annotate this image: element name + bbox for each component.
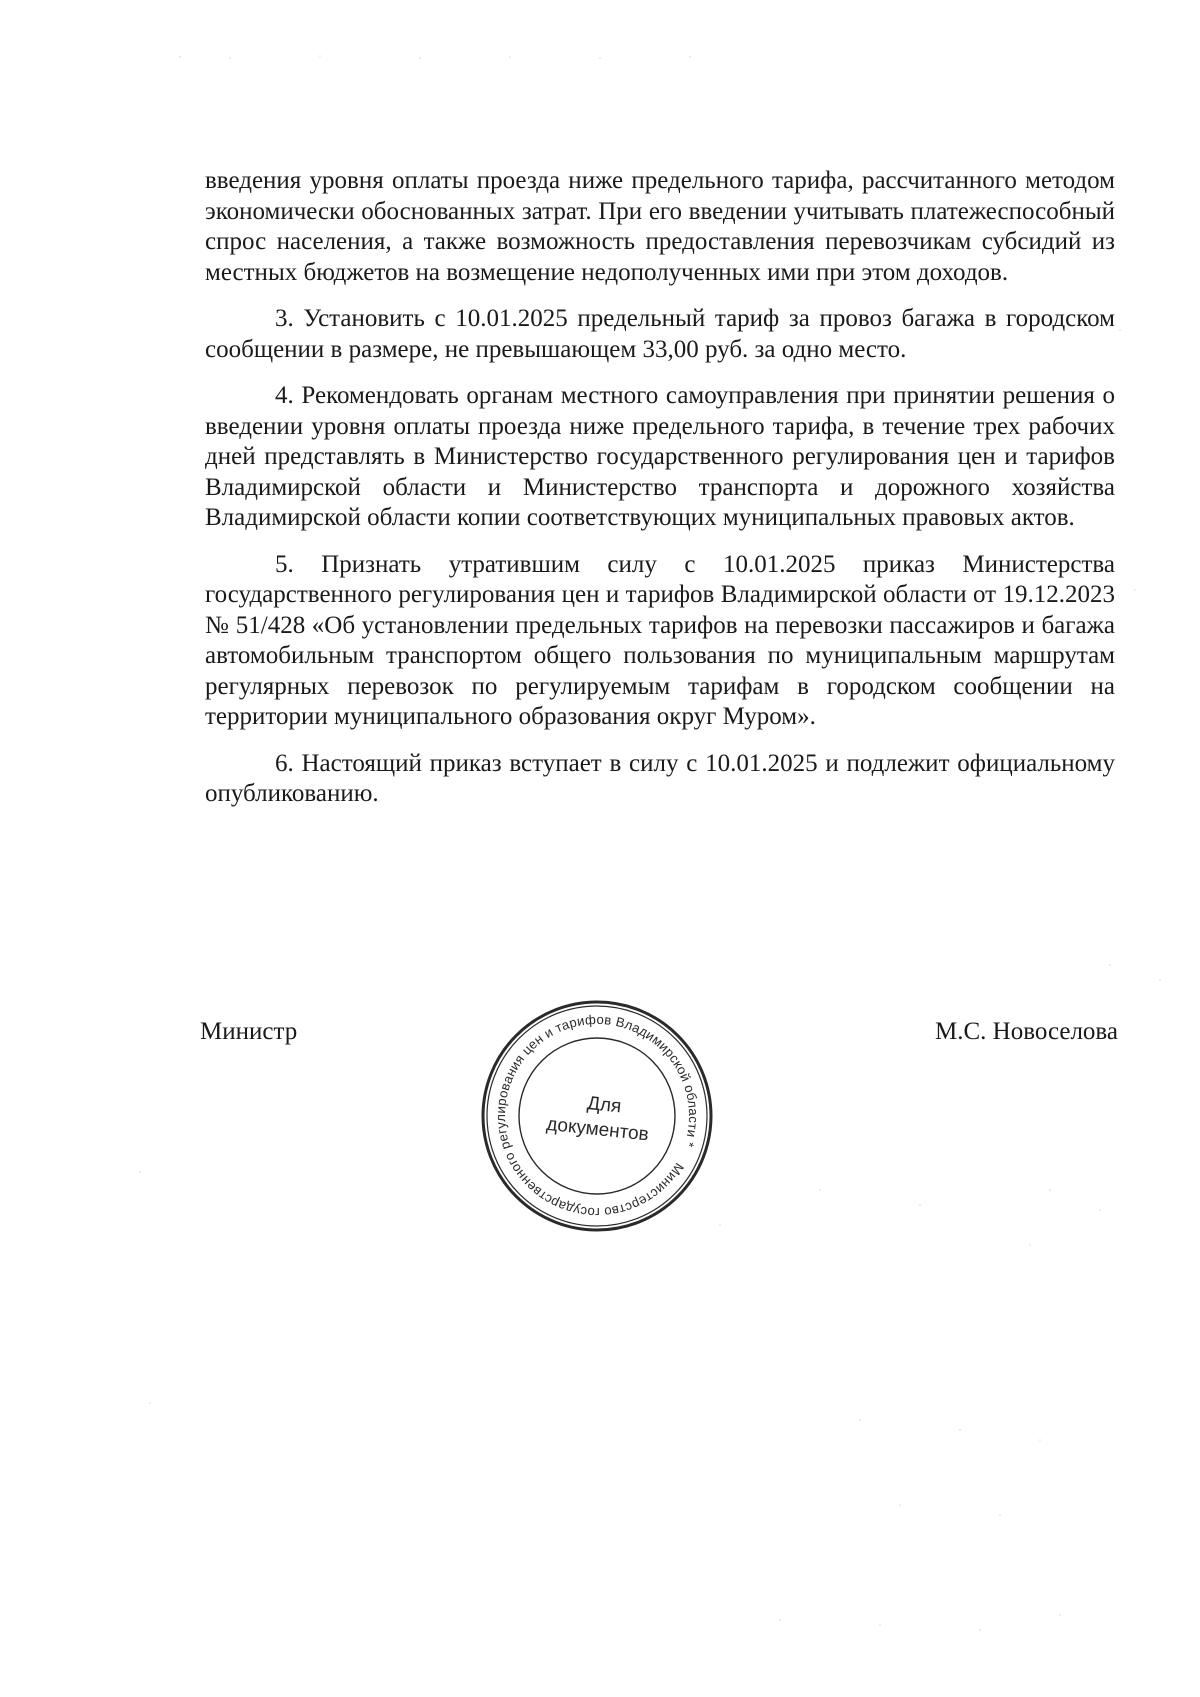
paragraph-continuation: введения уровня оплаты проезда ниже предельного тарифа, рассчитанного методом экономически обоснованных затрат. При его введении учитывать платежеспособный спрос населения, а также возможность предоставления перевозчикам субсидий из местных бюджетов на возмещение недополученных ими при этом доходов. [205,167,1115,286]
paragraph-item-4: 4. Рекомендовать органам местного самоуправления при принятии решения о введении уровня оплаты проезда ниже предельного тарифа, в течение трех рабочих дней представлять в Министерство государственного регулирования цен и тарифов Владимирской области и Министерство транспорта и дорожного хозяйства Владимирской области копии соответствующих муниципальных правовых актов. [205,382,1115,531]
seal-graphic [479,998,715,1234]
official-seal [479,998,715,1234]
seal-inner-ring [519,1038,675,1194]
signatory-name: М.С. Новоселова [934,1018,1118,1045]
paragraph-item-6: 6. Настоящий приказ вступает в силу с 10.01.2025 и подлежит официальному опубликованию. [205,749,1115,807]
seal-center-line-2: документов [545,1113,650,1146]
signatory-title: Министр [200,1018,298,1045]
document-body [205,166,1115,826]
seal-outer-ring [483,1002,711,1230]
seal-center-line-1: Для [586,1092,623,1118]
paragraph-item-5: 5. Признать утратившим силу с 10.01.2025 приказ Министерства государственного регулирования цен и тарифов Владимирской области от 19.12.2023 № 51/428 «Об установлении предельных тарифов на перевозки пассажиров и багажа автомобильным транспортом общего пользования по муниципальным маршрутам регулярных перевозок по регулируемым тарифам в городском сообщении на территории муниципального образования округ Муром». [205,550,1115,730]
seal-outer-ring-thin [487,1006,707,1226]
seal-ring-text: Министерство государственного регулирования цен и тарифов Владимирской области * [492,1011,702,1221]
paragraph-item-3: 3. Установить с 10.01.2025 предельный тариф за провоз багажа в городском сообщении в размере, не превышающем 33,00 руб. за одно место. [205,305,1115,363]
